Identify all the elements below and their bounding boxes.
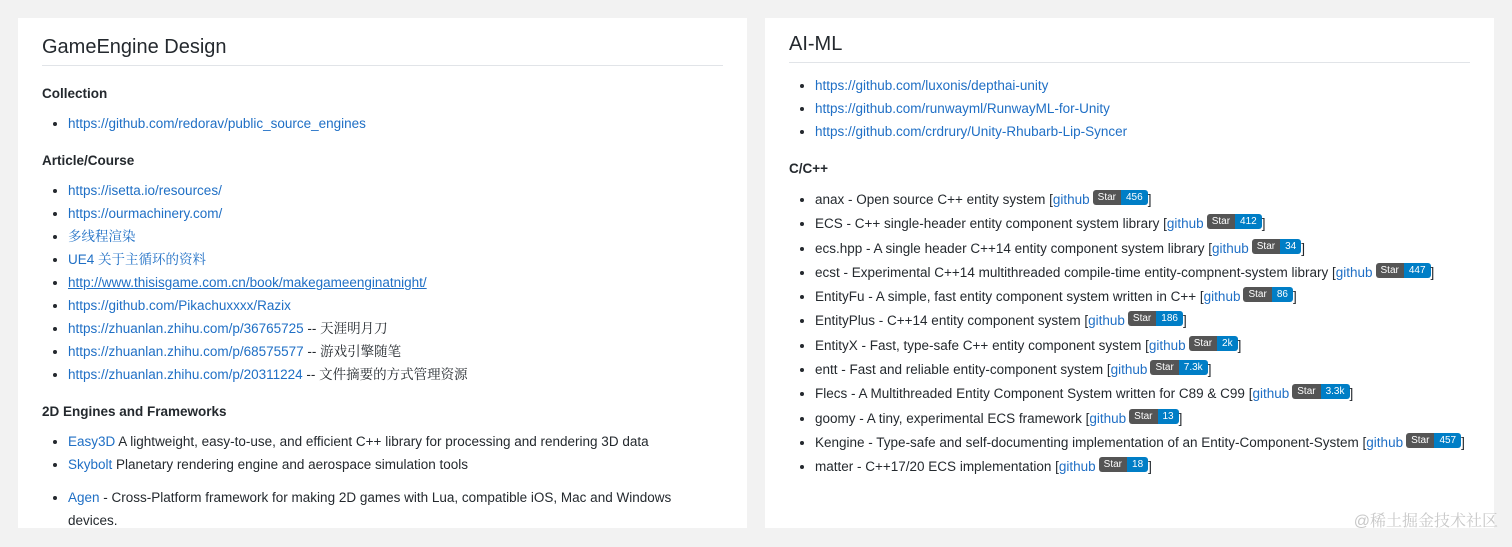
github-link[interactable]: github [1058,459,1096,475]
list-item [68,248,723,271]
library-item [815,212,1470,236]
star-count: 447 [1404,263,1431,278]
star-count: 86 [1272,287,1293,302]
list-item [68,340,723,363]
link[interactable]: https://zhuanlan.zhihu.com/p/36765725 [68,321,304,336]
star-badge[interactable] [1129,409,1178,424]
star-label: Star [1150,360,1178,375]
star-badge[interactable] [1406,433,1461,448]
article-heading: Article/Course [42,153,135,168]
star-count: 7.3k [1179,360,1208,375]
link[interactable]: https://github.com/crdrury/Unity-Rhubarb-Lip-Syncer [815,124,1128,139]
list-item [68,486,723,532]
list-item [68,317,723,340]
star-count: 13 [1158,409,1179,424]
link[interactable]: 多线程渲染 [68,229,136,244]
github-link[interactable]: github [1148,337,1186,353]
library-item [815,188,1470,212]
collection-list [42,112,723,135]
library-description: Kengine - Type-safe and self-documenting implementation of an Entity-Component-System [ [815,434,1367,450]
link[interactable]: http://www.thisisgame.com.cn/book/makegameenginatnight/ [68,275,427,290]
star-badge[interactable] [1252,239,1301,254]
github-link[interactable]: github [1088,313,1125,329]
library-item [815,285,1470,309]
github-link[interactable]: github [1366,434,1404,450]
close-bracket: ] [1261,216,1266,232]
engine-link[interactable]: Easy3D [68,434,116,449]
star-badge[interactable] [1189,336,1238,351]
star-badge[interactable] [1093,190,1148,205]
ai-ml-panel [765,18,1494,528]
link[interactable]: https://isetta.io/resources/ [68,183,222,198]
list-item [68,179,723,202]
library-description: EntityPlus - C++14 entity component system [ [815,313,1089,329]
library-description: Flecs - A Multithreaded Entity Component System written for C89 & C99 [ [815,386,1253,402]
github-link[interactable]: github [1211,240,1249,256]
engine-description: - Cross-Platform framework for making 2D games with Lua, compatible iOS, Mac and Windows devices. [68,490,672,528]
section-title: GameEngine Design [42,36,723,66]
library-description: ECS - C++ single-header entity component system library [ [815,216,1167,232]
list-item [68,453,723,476]
engine-link[interactable]: Skybolt [68,457,113,472]
close-bracket: ] [1237,337,1242,353]
gameengine-panel [18,18,747,528]
list-item [68,112,723,135]
list-item [68,271,723,294]
engines-heading: 2D Engines and Frameworks [42,404,227,419]
close-bracket: ] [1430,264,1435,280]
library-description: goomy - A tiny, experimental ECS framework [ [815,410,1090,426]
cpp-heading: C/C++ [789,161,829,176]
library-item [815,382,1470,406]
star-count: 457 [1434,433,1461,448]
star-badge[interactable] [1207,214,1262,229]
star-count: 186 [1156,311,1183,326]
list-item [68,363,723,386]
engines-list [42,430,723,532]
link[interactable]: https://zhuanlan.zhihu.com/p/68575577 [68,344,304,359]
star-label: Star [1243,287,1271,302]
close-bracket: ] [1207,362,1212,378]
link[interactable]: https://github.com/runwayml/RunwayML-for-Unity [815,101,1110,116]
star-label: Star [1189,336,1217,351]
star-count: 3.3k [1321,384,1350,399]
list-item [815,97,1470,120]
library-description: matter - C++17/20 ECS implementation [ [815,459,1059,475]
list-item [68,430,723,453]
close-bracket: ] [1349,386,1354,402]
close-bracket: ] [1182,313,1187,329]
library-item [815,334,1470,358]
close-bracket: ] [1461,434,1465,450]
close-bracket: ] [1301,240,1305,256]
link[interactable]: https://github.com/Pikachuxxxx/Razix [68,298,291,313]
star-badge[interactable] [1150,360,1207,375]
star-label: Star [1128,311,1156,326]
github-link[interactable]: github [1089,410,1127,426]
section-title: AI-ML [789,33,1470,63]
library-description: entt - Fast and reliable entity-component system [ [815,362,1111,378]
library-item [815,237,1470,261]
link[interactable]: https://github.com/redorav/public_source_engines [68,116,366,131]
link[interactable]: https://ourmachinery.com/ [68,206,223,221]
library-description: EntityX - Fast, type-safe C++ entity component system [ [815,337,1149,353]
library-description: ecst - Experimental C++14 multithreaded compile-time entity-compnent-system library [ [815,264,1336,280]
ai-links-list [789,74,1470,143]
star-count: 34 [1280,239,1301,254]
star-label: Star [1252,239,1280,254]
star-badge[interactable] [1243,287,1292,302]
link[interactable]: https://github.com/luxonis/depthai-unity [815,78,1049,93]
star-label: Star [1099,457,1127,472]
star-label: Star [1207,214,1235,229]
close-bracket: ] [1147,192,1152,207]
list-item [68,225,723,248]
engine-link[interactable]: Agen [68,490,100,505]
cpp-list [789,188,1470,480]
star-badge[interactable] [1292,384,1349,399]
github-link[interactable]: github [1335,264,1373,280]
list-item [815,120,1470,143]
github-link[interactable]: github [1110,362,1148,378]
link-note: -- 天涯明月刀 [303,321,388,336]
github-link[interactable]: github [1052,192,1090,207]
engine-description: A lightweight, easy-to-use, and efficient C++ library for processing and rendering 3D data [115,434,649,449]
star-label: Star [1093,190,1121,205]
library-item [815,261,1470,285]
library-item [815,455,1470,479]
star-count: 18 [1127,457,1148,472]
collection-heading: Collection [42,86,108,101]
star-label: Star [1292,384,1320,399]
library-item [815,358,1470,382]
github-link[interactable]: github [1252,386,1290,402]
link-note: -- 游戏引擎随笔 [303,344,402,359]
library-item [815,309,1470,333]
star-label: Star [1376,263,1404,278]
library-item [815,431,1470,455]
github-link[interactable]: github [1203,289,1241,305]
list-item [68,294,723,317]
article-list [42,179,723,386]
star-badge[interactable] [1128,311,1183,326]
library-description: ecs.hpp - A single header C++14 entity component system library [ [815,240,1212,256]
star-label: Star [1406,433,1434,448]
close-bracket: ] [1178,410,1183,426]
link-note: -- 文件摘要的方式管理资源 [302,367,468,382]
star-badge[interactable] [1099,457,1148,472]
star-count: 2k [1217,336,1238,351]
library-item [815,407,1470,431]
github-link[interactable]: github [1166,216,1204,232]
library-description: anax - Open source C++ entity system [ [815,192,1053,207]
close-bracket: ] [1292,289,1297,305]
list-item [68,202,723,225]
star-badge[interactable] [1376,263,1431,278]
star-count: 412 [1235,214,1262,229]
library-description: EntityFu - A simple, fast entity component system written in C++ [ [815,289,1204,305]
list-item [815,74,1470,97]
link[interactable]: UE4 关于主循环的资料 [68,252,207,267]
star-count: 456 [1121,190,1148,205]
engine-description: Planetary rendering engine and aerospace simulation tools [112,457,469,472]
watermark: @稀土掘金技术社区 [1353,513,1498,530]
link[interactable]: https://zhuanlan.zhihu.com/p/20311224 [68,367,303,382]
close-bracket: ] [1148,459,1152,475]
star-label: Star [1129,409,1157,424]
